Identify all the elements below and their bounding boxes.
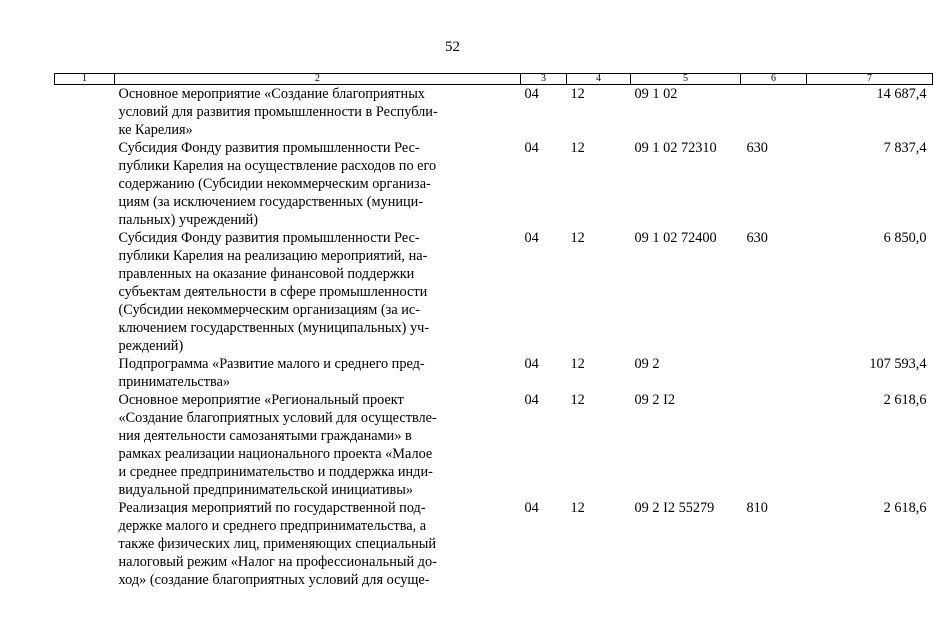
target-article-cell: 09 1 02 72310 <box>634 140 717 156</box>
item-name-line: держке малого и среднего предпринимательства, а <box>118 518 427 534</box>
table-row <box>55 391 933 499</box>
row-number-cell <box>55 499 115 589</box>
target-article-cell: 09 2 <box>634 356 660 372</box>
item-name-line: Субсидия Фонду развития промышленности Рес- <box>118 140 420 156</box>
amount-cell: 2 618,6 <box>883 392 927 408</box>
item-name-line: налоговый режим «Налог на профессиональный до- <box>118 554 437 570</box>
header-row <box>55 74 933 85</box>
header-col-4: 4 <box>567 74 631 85</box>
item-name-line: и среднее предпринимательство и поддержка инди- <box>118 464 433 480</box>
section-cell: 04 <box>524 140 539 156</box>
expense-type-cell: 630 <box>746 140 768 156</box>
table-row <box>55 499 933 589</box>
item-name-line: Подпрограмма «Развитие малого и среднего пред- <box>118 356 425 372</box>
item-name-line: публики Карелия на реализацию мероприятий, на- <box>118 248 428 264</box>
item-name-line: Основное мероприятие «Создание благоприятных <box>118 86 425 102</box>
header-col-5: 5 <box>631 74 741 85</box>
table-row <box>55 355 933 391</box>
item-name-cell <box>115 85 521 140</box>
subsection-cell: 12 <box>570 356 585 372</box>
subsection-cell: 12 <box>570 392 585 408</box>
table-body <box>55 85 933 590</box>
subsection-cell: 12 <box>570 86 585 102</box>
subsection-cell: 12 <box>570 500 585 516</box>
item-name-cell <box>115 499 521 589</box>
item-name-line: ключением государственных (муниципальных) уч- <box>118 320 430 336</box>
expense-type-cell <box>741 355 807 391</box>
item-name-line: реждений) <box>118 338 184 354</box>
item-name-line: циям (за исключением государственных (муници- <box>118 194 424 210</box>
item-name-line: пальных) учреждений) <box>118 212 259 228</box>
item-name-line: видуальной предпринимательской инициативы» <box>118 482 414 498</box>
amount-cell: 7 837,4 <box>883 140 927 156</box>
item-name-line: Реализация мероприятий по государственной под- <box>118 500 426 516</box>
row-number-cell <box>55 391 115 499</box>
table-row <box>55 85 933 140</box>
item-name-cell <box>115 391 521 499</box>
subsection-cell: 12 <box>570 140 585 156</box>
header-col-1: 1 <box>55 74 115 85</box>
item-name-line: «Создание благоприятных условий для осуществле- <box>118 410 437 426</box>
section-cell: 04 <box>524 500 539 516</box>
expense-type-cell <box>741 391 807 499</box>
item-name-line: правленных на оказание финансовой поддержки <box>118 266 415 282</box>
item-name-line: также физических лиц, применяющих специальный <box>118 536 436 552</box>
target-article-cell: 09 1 02 <box>634 86 678 102</box>
item-name-line: содержанию (Субсидии некоммерческим организа- <box>118 176 431 192</box>
item-name-line: субъектам деятельности в сфере промышленности <box>118 284 428 300</box>
section-cell: 04 <box>524 86 539 102</box>
table-row <box>55 139 933 229</box>
item-name-line: Субсидия Фонду развития промышленности Рес- <box>118 230 420 246</box>
section-cell: 04 <box>524 230 539 246</box>
expense-type-cell <box>741 85 807 140</box>
item-name-line: рамках реализации национального проекта «Малое <box>118 446 433 462</box>
item-name-cell <box>115 139 521 229</box>
target-article-cell: 09 2 I2 <box>634 392 676 408</box>
target-article-cell: 09 2 I2 55279 <box>634 500 715 516</box>
row-number-cell <box>55 139 115 229</box>
row-number-cell <box>55 355 115 391</box>
amount-cell: 6 850,0 <box>883 230 927 246</box>
item-name-line: ход» (создание благоприятных условий для осуще- <box>118 572 430 588</box>
subsection-cell: 12 <box>570 230 585 246</box>
header-col-6: 6 <box>741 74 807 85</box>
item-name-cell <box>115 229 521 355</box>
item-name-line: ке Карелия» <box>118 122 193 138</box>
item-name-cell <box>115 355 521 391</box>
section-cell: 04 <box>524 392 539 408</box>
table-row <box>55 229 933 355</box>
header-col-3: 3 <box>521 74 567 85</box>
header-col-2: 2 <box>115 74 521 85</box>
amount-cell: 2 618,6 <box>883 500 927 516</box>
page-number: 52 <box>445 39 460 55</box>
item-name-line: ния деятельности самозанятыми гражданами» в <box>118 428 412 444</box>
item-name-line: Основное мероприятие «Региональный проект <box>118 392 404 408</box>
table-header <box>55 74 933 85</box>
item-name-line: принимательства» <box>118 374 231 390</box>
expense-type-cell: 810 <box>746 500 768 516</box>
amount-cell: 14 687,4 <box>876 86 927 102</box>
expense-type-cell: 630 <box>746 230 768 246</box>
item-name-line: условий для развития промышленности в Республи- <box>118 104 438 120</box>
row-number-cell <box>55 85 115 140</box>
row-number-cell <box>55 229 115 355</box>
amount-cell: 107 593,4 <box>869 356 927 372</box>
section-cell: 04 <box>524 356 539 372</box>
target-article-cell: 09 1 02 72400 <box>634 230 717 246</box>
item-name-line: (Субсидии некоммерческим организациям (за ис- <box>118 302 420 318</box>
item-name-line: публики Карелия на осуществление расходов по его <box>118 158 437 174</box>
budget-table <box>54 73 933 589</box>
header-col-7: 7 <box>807 74 933 85</box>
